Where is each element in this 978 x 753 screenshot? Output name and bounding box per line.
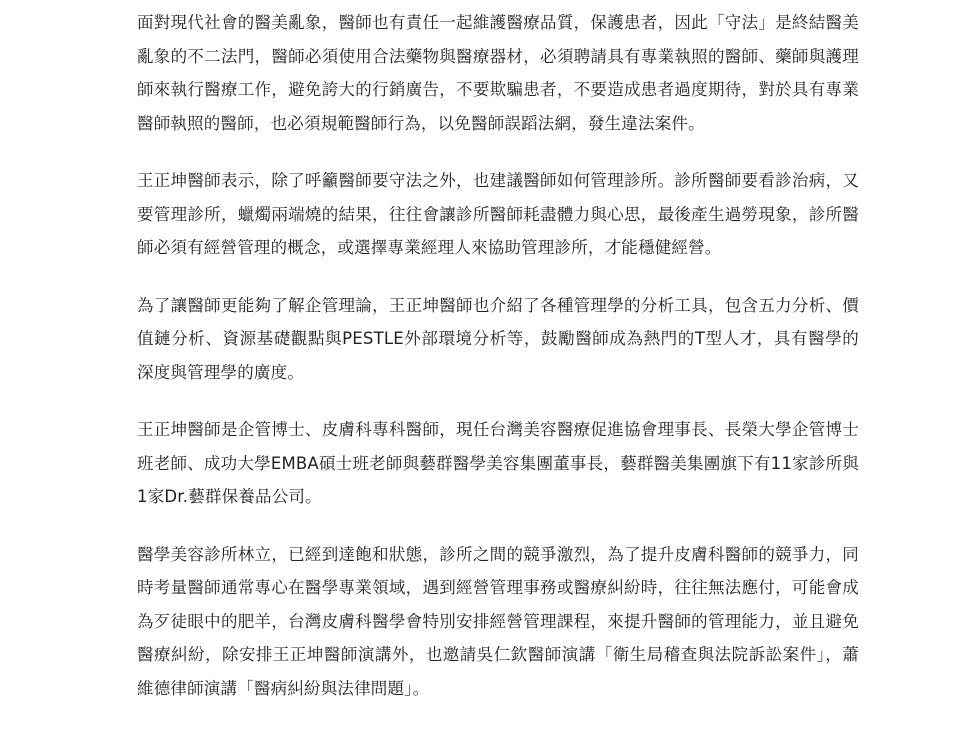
- article-body: [137, 0, 859, 729]
- paragraph-analysis-tools: 為了讓醫師更能夠了解企管理論，王正坤醫師也介紹了各種管理學的分析工具，包含五力分析、價值鏈分析、資源基礎觀點與PESTLE外部環境分析等，鼓勵醫師成為熱門的T型人才，具有醫學的深度與管理學的廣度。: [137, 295, 859, 382]
- paragraph-course-arrangement: 醫學美容診所林立，已經到達飽和狀態，診所之間的競爭激烈，為了提升皮膚科醫師的競爭力，同時考量醫師通常專心在醫學專業領域，遇到經營管理事務或醫療糾紛時，往往無法應付，可能會成為歹徒眼中的肥羊，台灣皮膚科醫學會特別安排經營管理課程，來提升醫師的管理能力，並且避免醫療糾紛，除安排王正坤醫師演講外，也邀請吳仁欽醫師演講「衛生局稽查與法院訴訟案件」，蕭維德律師演講「醫病糾紛與法律問題」。: [137, 544, 859, 698]
- paragraph-doctor-profile: 王正坤醫師是企管博士、皮膚科專科醫師，現任台灣美容醫療促進協會理事長、長榮大學企管博士班老師、成功大學EMBA碩士班老師與藝群醫學美容集團董事長，藝群醫美集團旗下有11家診所與1家Dr.藝群保養品公司。: [137, 420, 859, 506]
- paragraph-clinic-management: 王正坤醫師表示，除了呼籲醫師要守法之外，也建議醫師如何管理診所。診所醫師要看診治病，又要管理診所，蠟燭兩端燒的結果，往往會讓診所醫師耗盡體力與心思，最後產生過勞現象，診所醫師必須有經營管理的概念，或選擇專業經理人來協助管理診所，才能穩健經營。: [137, 171, 859, 257]
- paragraph-regulation: 面對現代社會的醫美亂象，醫師也有責任一起維護醫療品質，保護患者，因此「守法」是終結醫美亂象的不二法門，醫師必須使用合法藥物與醫療器材，必須聘請具有專業執照的醫師、藥師與護理師來執行醫療工作，避免誇大的行銷廣告，不要欺騙患者，不要造成患者過度期待，對於具有專業醫師執照的醫師，也必須規範醫師行為，以免醫師誤蹈法網，發生違法案件。: [137, 13, 859, 133]
